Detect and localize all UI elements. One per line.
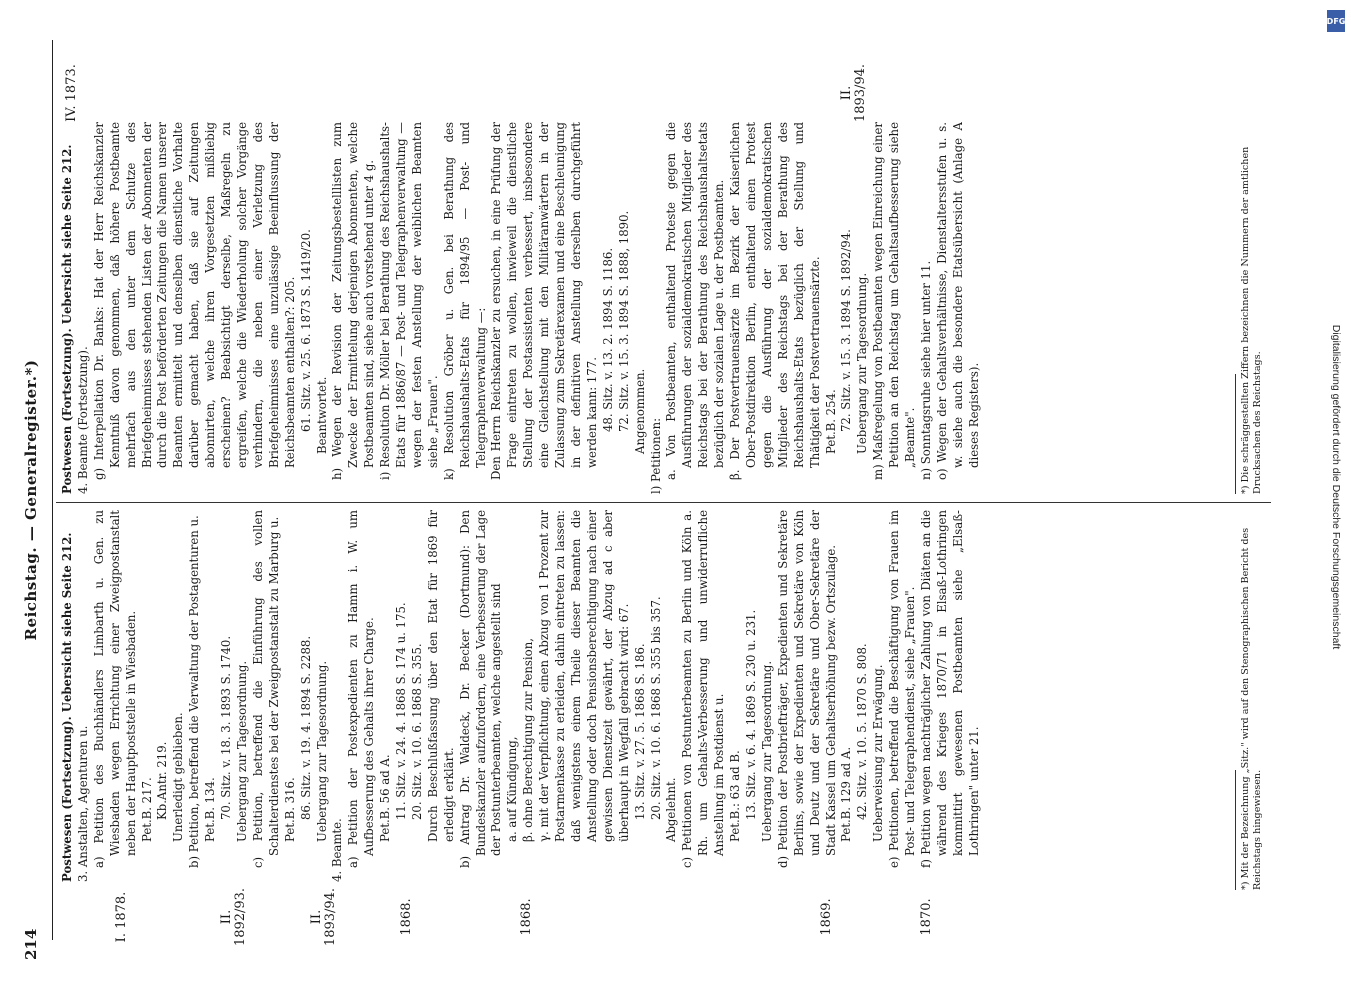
entry-reference: 48. Sitz. v. 13. 2. 1894 S. 1186. [600, 247, 615, 432]
entry-text: b) Petition, betreffend die Verwaltung der Postagenturen u. [187, 515, 202, 868]
entry-reference: 13. Sitz. v. 6. 4. 1869 S. 230 u. 231. [743, 609, 758, 820]
year-label: I. 1878. [114, 891, 129, 943]
entry-reference: Pet.B.: 63 ad B. [728, 750, 743, 842]
subsection-heading: 4. Beamte. [330, 818, 345, 882]
entry-outcome: Beantwortet. [314, 376, 329, 454]
year-label: II. 1893/94. [309, 887, 338, 947]
entry-text: g) Interpellation Dr. Banks: Hat der Herr Reichskanzler Kenntniß davon genommen, daß höhere Postbeamte mehrfach aus den unter dem Schutze des Briefgeheimnisses stehenden Listen der Abonnenten der durch die Post beförderten Zeitungen die Namen unserer Beamten ermittelt und denselben dienstliche Vorhalte darüber gemacht haben, daß sie auf Zeitungen abonnirten, welche ihren Vorgesetzten mißliebig erscheinen? Beabsichtigt derselbe, Maßregeln zu ergreifen, welche die Wiederholung solcher Vorgänge verhindern, die neben einer Verletzung des Briefgeheimnisses eine unzulässige Beeinflussung der Reichsbeamten enthalten?: 205. [91, 122, 297, 480]
entry-reference: Pet.B. 134. [203, 777, 218, 842]
entry-reference: Pet.B. 316. [282, 777, 297, 842]
entry-reference: Pet.B. 254. [823, 389, 838, 454]
entry-text: β. ohne Berechtigung zur Pension, [521, 638, 536, 842]
entry-reference: 72. Sitz. v. 15. 3. 1894 S. 1892/94. [839, 229, 854, 432]
dfg-logo: DFG [1327, 10, 1345, 32]
entry-text: a) Petition der Postexpedienten zu Hamm i. W. um Aufbesserung des Gehalts ihrer Charge. [346, 510, 377, 868]
year-label: 1870. [919, 898, 934, 936]
entry-reference: Pet.B. 217. [139, 777, 154, 842]
entry-outcome: Uebergang zur Tagesordnung. [234, 660, 249, 842]
column-separator [56, 502, 1271, 503]
header-rule [52, 40, 53, 940]
footnote-left: *) Mit der Bezeichnung „Sitz." wird auf den Stenographischen Bericht des Reichstags hingewiesen. [1240, 527, 1263, 890]
running-head: Reichstag. — Generalregister.*) [22, 359, 40, 641]
entry-reference: 42. Sitz. v. 10. 5. 1870 S. 808. [855, 643, 870, 820]
entry-text: o) Wegen der Gehaltsverhältnisse, Dienstaltersstufen u. s. w. siehe auch die besondere Etatsübersicht (Anlage A dieses Registers). [934, 122, 981, 480]
entry-text: a. auf Kündigung, [505, 736, 520, 842]
page-number: 214 [22, 928, 40, 960]
digitization-notice: Digitalisierung gefördert durch die Deutsche Forschungsgemeinschaft [1330, 324, 1342, 650]
year-label: IV. 1873. [64, 64, 79, 122]
entry-text: h) Wegen der Revision der Zeitungsbestelllisten zum Zwecke der Ermittelung derjenigen Abonnenten, welche Postbeamten sind, siehe auch vorstehend unter 4 g. [330, 122, 377, 480]
entry-reference: Pet.B. 129 ad A. [839, 746, 854, 842]
entry-reference: Kb.Antr. 219. [155, 741, 170, 820]
subsection-heading: 3. Anstalten, Agenturen u. [75, 725, 90, 882]
entry-outcome: Durch Beschlußfassung über den Etat für 1869 für erledigt erklärt. [425, 510, 456, 842]
year-label: 1868. [399, 898, 414, 936]
year-label: 1869. [819, 898, 834, 936]
entry-text: f) Petition wegen nachträglicher Zahlung von Diäten an die während des Krieges 1870/71 in Elsaß-Lothringen kommittirt gewesenen Postbeamten siehe „Elsaß-Lothringen" unter 21. [918, 510, 981, 868]
subsection-heading: 4. Beamte (Fortsetzung). [75, 346, 90, 494]
footnote-right: *) Die schräggestellten Ziffern bezeichnen die Nummern der amtlichen Drucksachen des Reichstags. [1240, 146, 1263, 494]
entry-text: Den Herrn Reichskanzler zu ersuchen, in eine Prüfung der Frage eintreten zu wollen, inwieweil die dienstliche Stellung der Postassistenten verbessert, insbesondere eine Gleichstellung mit den Militäranwärtern in der Zulassung zum Sekretärexamen und eine Beschleunigung in der definitiven Anstellung derselben durchgeführt werden kann: 177. [489, 122, 599, 480]
section-heading: Postwesen (Fortsetzung). Uebersicht siehe Seite 212. [60, 144, 74, 494]
entry-text: i) Resolution Dr. Möller bei Berathung des Reichshaushalts-Etats für 1886/87 — Post- und Telegraphenverwaltung — wegen der festen Anstellung der weiblichen Beamten siehe „Frauen". [378, 122, 440, 480]
entry-outcome: Uebergang zur Tagesordnung. [855, 272, 870, 454]
entry-outcome: Uebergang zur Tagesordnung. [759, 660, 774, 842]
entry-reference: 61. Sitz. v. 25. 6. 1873 S. 1419/20. [298, 229, 313, 432]
entry-text: k) Resolution Gröber u. Gen. bei Berathung des Reichshaushalts-Etats für 1894/95 — Post- und Telegraphenverwaltung —: [441, 122, 488, 480]
right-column [60, 122, 983, 494]
entry-text: c) Petitionen von Postunterbeamten zu Berlin und Köln a. Rh. um Gehalts-Verbesserung und unwiderrufliche Anstellung im Postdienst u. [680, 510, 727, 868]
entry-text: a. Von Postbeamten, enthaltend Proteste gegen die Ausführungen der sozialdemokratischen Mitglieder des Reichstags bei der Berathung des Reichshaushaltsetats bezüglich der sozialen Lage u. der Postbeamten. [664, 122, 727, 480]
entry-text: b) Antrag Dr. Waldeck, Dr. Becker (Dortmund): Den Bundeskanzler aufzufordern, eine Verbesserung der Lage der Postunterbeamten, welche angestellt sind [457, 510, 504, 868]
entry-text: c) Petition, betreffend die Einführung des vollen Schalterdienstes bei der Zweigpostanstalt zu Marburg u. [250, 510, 281, 868]
page-header [22, 40, 48, 960]
entry-outcome: Ueberweisung zur Erwägung. [871, 664, 886, 842]
section-heading: Postwesen (Fortsetzung). Uebersicht siehe Seite 212. [60, 532, 74, 882]
year-label: 1868. [519, 898, 534, 936]
entry-outcome: Angenommen. [632, 368, 647, 454]
year-label: II. 1893/94. [839, 63, 868, 123]
entry-text: d) Petition der Postbriefträger, Expedienten und Sekretäre Berlins, sowie der Expedienten und Sekretäre von Köln und Deutz und der Sekretäre und Ober-Sekretäre der Stadt Kassel um Gehaltserhöhung bezw. Ortszulage. [775, 510, 838, 868]
year-label: II. 1892/93. [219, 887, 248, 947]
footnote-rule [1235, 374, 1236, 494]
entry-text: m) Maßregelung von Postbeamten wegen Einreichung einer Petition an den Reichstag um Gehaltsaufbesserung siehe „Beamte". [871, 122, 918, 480]
entry-text: e) Petitionen, betreffend die Beschäftigung von Frauen im Post- und Telegraphendienst, siehe „Frauen". [887, 510, 918, 868]
footnote-rule [1235, 770, 1236, 890]
subsection-heading: l) Petitionen: [648, 417, 663, 494]
entry-outcome: Uebergang zur Tagesordnung. [314, 660, 329, 842]
left-column [60, 510, 983, 882]
entry-text: β. Der Postvertrauensärzte im Bezirk der Kaiserlichen Ober-Postdirektion Berlin, enthaltend einen Protest gegen die Ausführung der sozialdemokratischen Mitglieder des Reichstags bei der Berathung des Reichshaushalts-Etats bezüglich der Stellung und Thätigkeit der Postvertrauensärzte. [728, 122, 822, 480]
entry-reference: 20. Sitz. v. 10. 6. 1868 S. 355. [409, 643, 424, 820]
entry-text: n) Sonntagsruhe siehe hier unter 11. [918, 260, 933, 480]
entry-reference: Pet.B. 56 ad A. [378, 754, 393, 842]
entry-reference: 86. Sitz. v. 19. 4. 1894 S. 2288. [298, 635, 313, 820]
entry-reference: 72. Sitz. v. 15. 3. 1894 S. 1888, 1890. [616, 210, 631, 432]
entry-reference: 11. Sitz. v. 24. 4. 1868 S. 174 u. 175. [394, 602, 409, 820]
entry-text: γ. mit der Verpflichtung, einen Abzug von 1 Prozent zur Postarmenkasse zu erleiden, dahin eintreten zu lassen: daß wenigstens einem Theile dieser Beamten die Anstellung oder doch Pensionsberechtigung nach einer gewissen Dienstzeit gewährt, der Abzug ad c aber überhaupt in Wegfall gebracht wird: 67. [537, 510, 631, 842]
entry-reference: 20. Sitz. v. 10. 6. 1868 S. 355 bis 357. [648, 596, 663, 820]
digitization-sidebar [1325, 10, 1347, 970]
entry-outcome: Abgelehnt. [664, 777, 679, 842]
entry-reference: 70. Sitz. v. 18. 3. 1893 S. 1740. [219, 635, 234, 820]
entry-outcome: Unerledigt geblieben. [171, 712, 186, 842]
entry-reference: 13. Sitz. v. 27. 5. 1868 S. 186. [632, 643, 647, 820]
entry-text: a) Petition des Buchhändlers Limbarth u. Gen. zu Wiesbaden wegen Errichtung einer Zweigpostanstalt neben der Hauptpoststelle in Wiesbaden. [91, 510, 138, 868]
